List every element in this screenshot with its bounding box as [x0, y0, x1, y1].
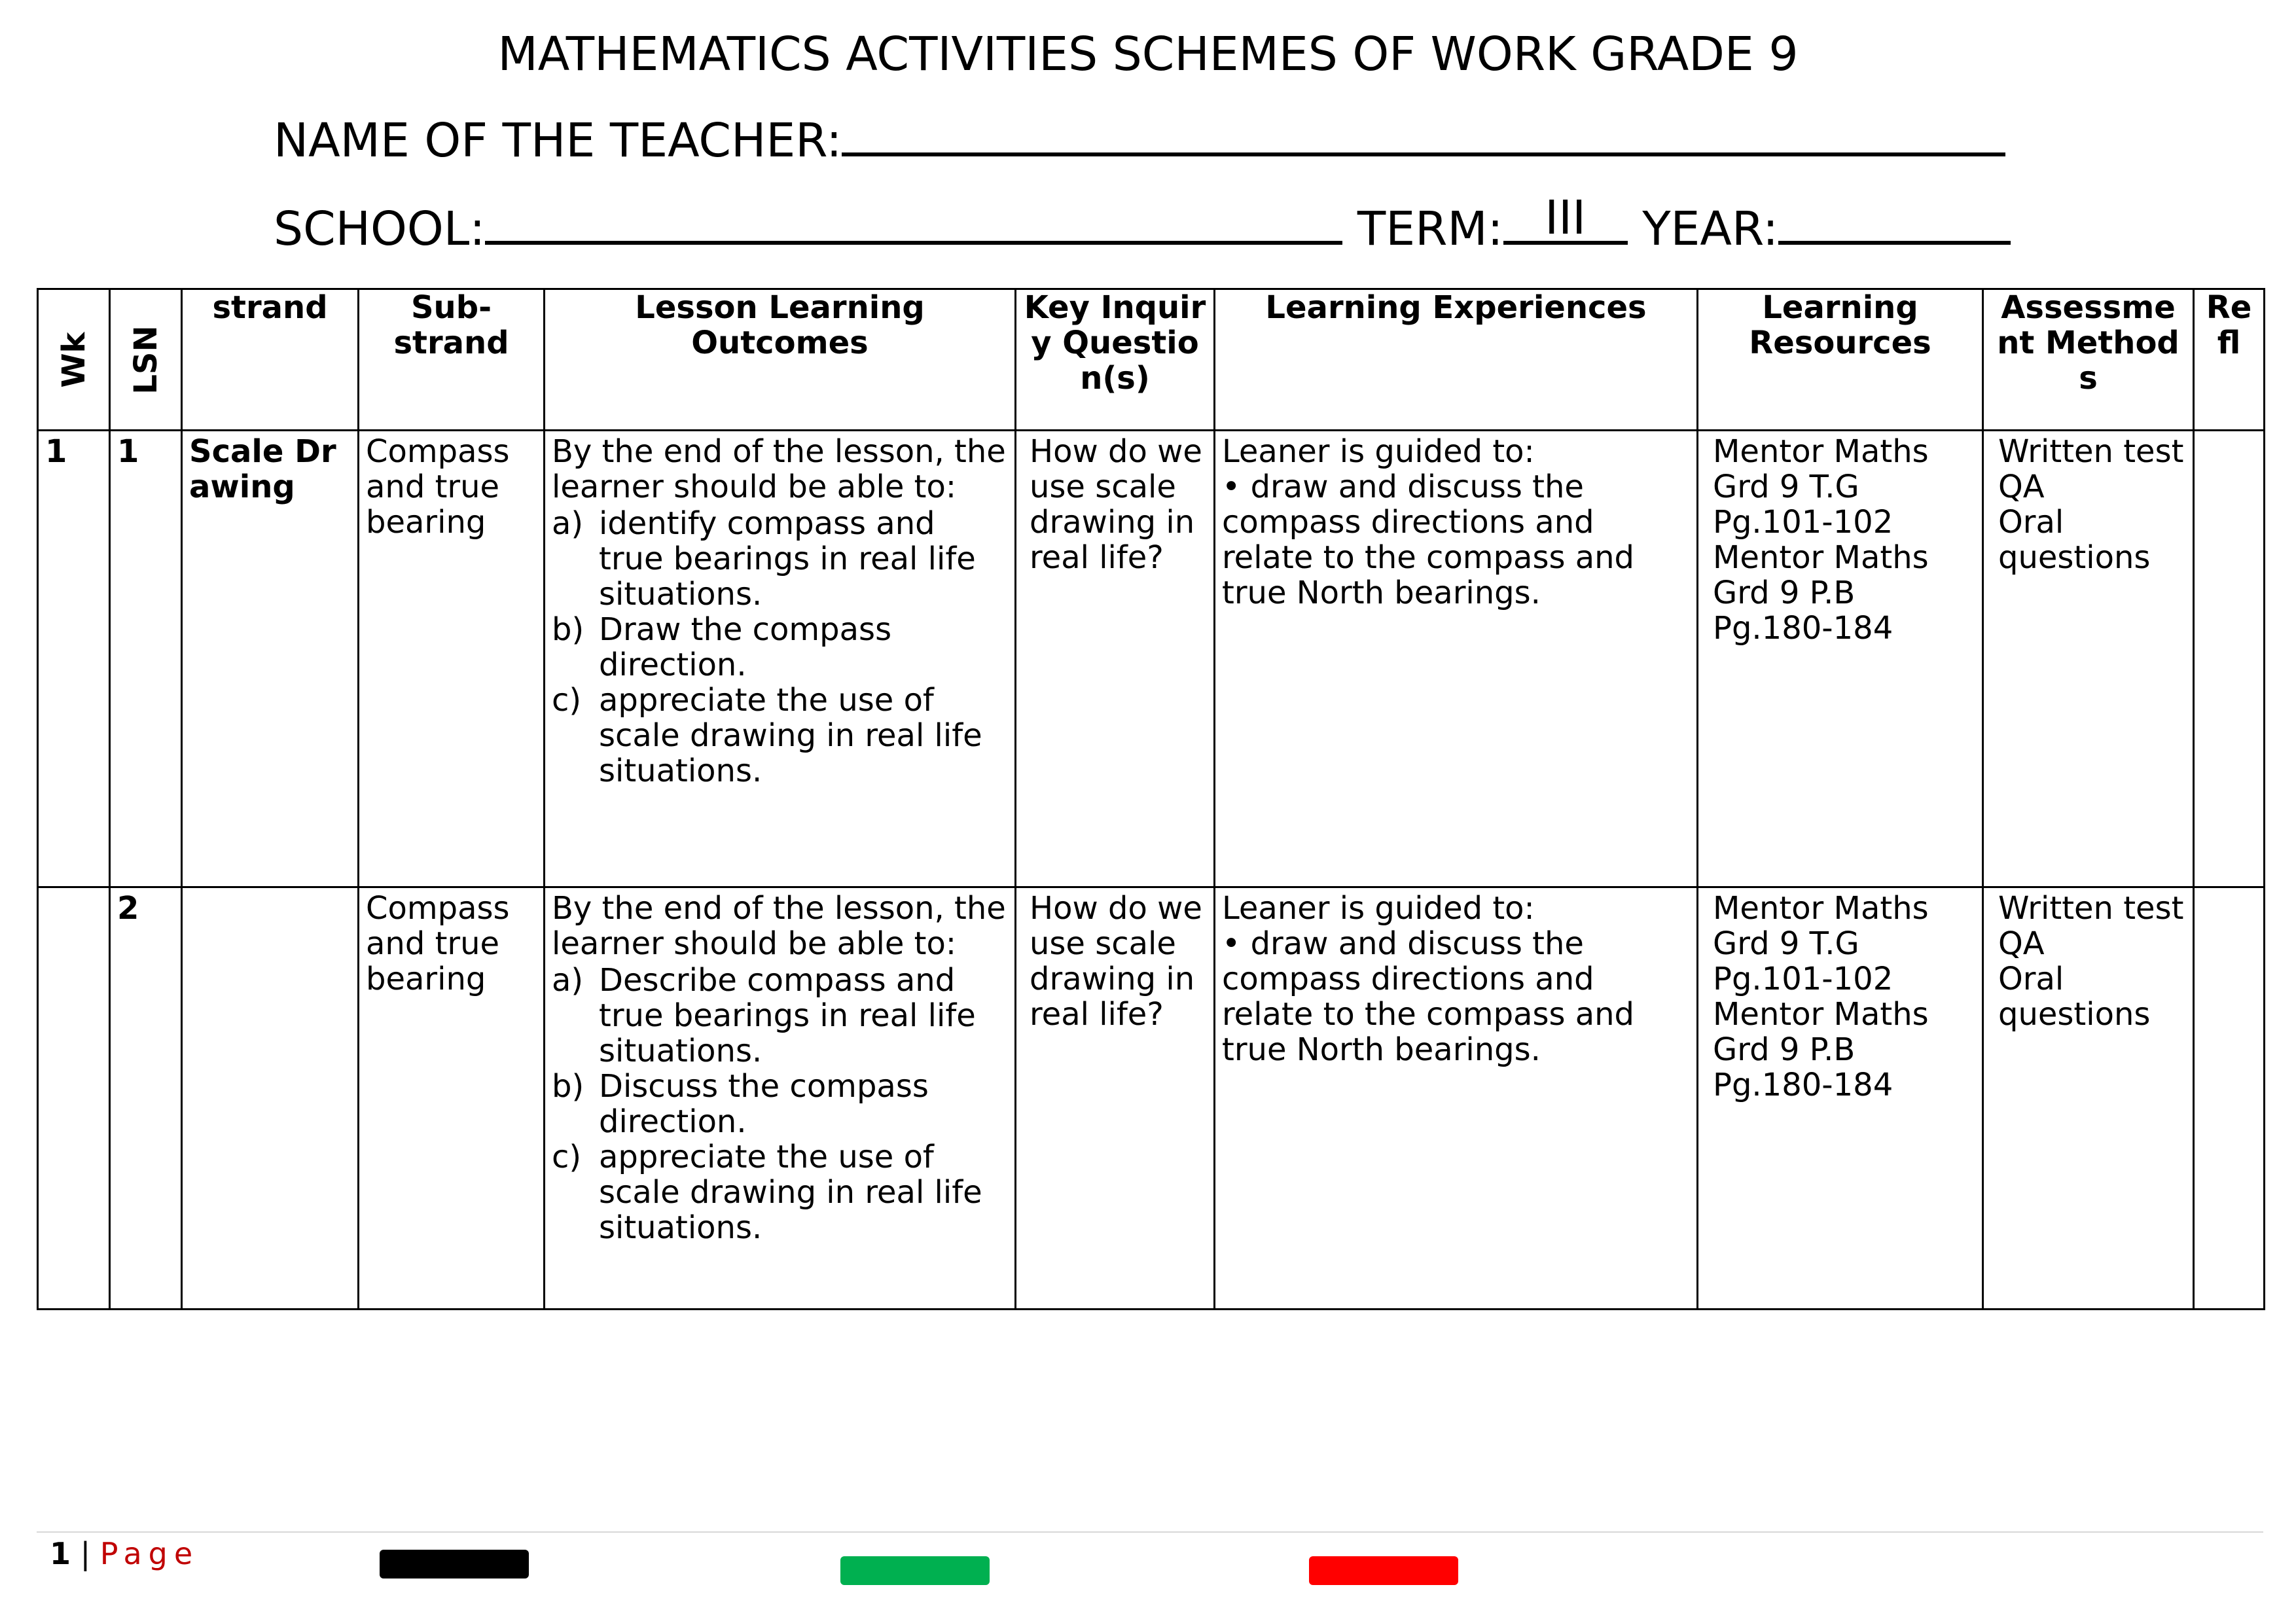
resource-line: Mentor Maths	[1713, 996, 1929, 1033]
header-resources: Learning Resources	[1698, 289, 1983, 431]
outcomes-cell	[545, 887, 1016, 1310]
resource-line: Grd 9 T.G	[1713, 925, 1859, 962]
sub-strand-cell: Compass and true bearing	[359, 887, 545, 1310]
term-value: III	[1545, 190, 1587, 245]
lesson-cell: 1	[110, 431, 182, 887]
assessment-line: Written test	[1998, 433, 2184, 470]
outcome-item	[552, 506, 1008, 612]
week-cell: 1	[38, 431, 110, 887]
teacher-label: NAME OF THE TEACHER:	[274, 113, 842, 168]
assessment-line: questions	[1998, 539, 2151, 576]
scheme-of-work-table	[37, 288, 2265, 1310]
year-blank[interactable]	[1778, 204, 2011, 245]
experiences-cell	[1215, 887, 1698, 1310]
red-color-bar	[1309, 1556, 1458, 1585]
assessment-line: questions	[1998, 996, 2151, 1033]
resource-line: Mentor Maths	[1713, 539, 1929, 576]
table-header-row	[38, 289, 2265, 431]
header-inquiry: Key Inquiry Question(s)	[1016, 289, 1215, 431]
outcomes-intro: By the end of the lesson, the learner should be able to:	[552, 433, 1006, 505]
page-number: 1	[50, 1536, 71, 1571]
page-title: MATHEMATICS ACTIVITIES SCHEMES OF WORK GRADE 9	[497, 27, 1799, 81]
teacher-name-line	[274, 111, 2005, 170]
green-color-bar	[840, 1556, 990, 1585]
resources-cell	[1698, 887, 1983, 1310]
strand-cell	[182, 887, 359, 1310]
experiences-cell	[1215, 431, 1698, 887]
resource-line: Grd 9 T.G	[1713, 469, 1859, 505]
term-label: TERM:	[1357, 202, 1503, 256]
outcome-text: identify compass and true bearings in real life situations.	[599, 505, 976, 613]
table-row	[38, 431, 2265, 887]
outcome-item	[552, 612, 1008, 683]
outcome-letter: c)	[552, 682, 582, 719]
experiences-item: • draw and discuss the compass directions and relate to the compass and true North bearings.	[1222, 469, 1635, 611]
outcome-letter: a)	[552, 505, 584, 542]
assessment-line: Oral	[1998, 504, 2064, 541]
black-color-bar	[380, 1550, 529, 1578]
outcome-text: Describe compass and true bearings in real life situations.	[599, 962, 976, 1069]
assessment-cell	[1983, 431, 2194, 887]
header-lesson	[110, 289, 182, 431]
resource-line: Grd 9 P.B	[1713, 575, 1856, 611]
year-label: YEAR:	[1642, 202, 1779, 256]
outcome-text: appreciate the use of scale drawing in real life situations.	[599, 682, 982, 789]
assessment-line: Written test	[1998, 890, 2184, 927]
resources-cell	[1698, 431, 1983, 887]
assessment-line: Oral	[1998, 961, 2064, 997]
header-strand: strand	[182, 289, 359, 431]
page-separator: |	[80, 1536, 91, 1571]
resource-line: Pg.101-102	[1713, 961, 1893, 997]
reflection-cell[interactable]	[2194, 887, 2265, 1310]
outcome-item	[552, 1139, 1008, 1245]
lesson-cell: 2	[110, 887, 182, 1310]
header-reflection: Refl	[2194, 289, 2265, 431]
resource-line: Pg.180-184	[1713, 610, 1893, 647]
outcome-item	[552, 1069, 1008, 1139]
experiences-item: • draw and discuss the compass directions and relate to the compass and true North bearings.	[1222, 925, 1635, 1068]
strand-cell: Scale Drawing	[182, 431, 359, 887]
header-experiences: Learning Experiences	[1215, 289, 1698, 431]
resource-line: Mentor Maths	[1713, 890, 1929, 927]
resource-line: Pg.101-102	[1713, 504, 1893, 541]
outcome-item	[552, 683, 1008, 789]
reflection-cell[interactable]	[2194, 431, 2265, 887]
outcome-text: appreciate the use of scale drawing in real life situations.	[599, 1139, 982, 1246]
assessment-line: QA	[1998, 469, 2045, 505]
header-lesson-label: LSN	[127, 325, 164, 395]
outcomes-list	[552, 506, 1008, 789]
page-footer	[50, 1535, 199, 1572]
week-cell	[38, 887, 110, 1310]
term-blank[interactable]	[1503, 190, 1628, 245]
outcomes-list	[552, 963, 1008, 1245]
experiences-intro: Leaner is guided to:	[1222, 890, 1535, 927]
header-sub-strand: Sub-strand	[359, 289, 545, 431]
header-outcomes: Lesson Learning Outcomes	[545, 289, 1016, 431]
inquiry-cell: How do we use scale drawing in real life?	[1016, 887, 1215, 1310]
header-assessment: Assessment Methods	[1983, 289, 2194, 431]
outcomes-intro: By the end of the lesson, the learner should be able to:	[552, 890, 1006, 962]
resource-line: Mentor Maths	[1713, 433, 1929, 470]
resource-line: Pg.180-184	[1713, 1067, 1893, 1103]
outcome-text: Draw the compass direction.	[599, 611, 892, 683]
assessment-cell	[1983, 887, 2194, 1310]
resource-line: Grd 9 P.B	[1713, 1031, 1856, 1068]
outcome-letter: b)	[552, 611, 584, 648]
header-week	[38, 289, 110, 431]
footer-divider	[37, 1531, 2263, 1533]
outcome-item	[552, 963, 1008, 1069]
sub-strand-cell: Compass and true bearing	[359, 431, 545, 887]
outcome-letter: a)	[552, 962, 584, 999]
experiences-intro: Leaner is guided to:	[1222, 433, 1535, 470]
school-name-blank[interactable]	[485, 204, 1342, 245]
page-label: Page	[99, 1536, 200, 1571]
school-label: SCHOOL:	[274, 202, 486, 256]
outcome-letter: b)	[552, 1068, 584, 1105]
table-row	[38, 887, 2265, 1310]
header-week-label: Wk	[55, 332, 92, 387]
assessment-line: QA	[1998, 925, 2045, 962]
school-term-year-line	[274, 190, 2011, 259]
outcome-text: Discuss the compass direction.	[599, 1068, 929, 1140]
outcome-letter: c)	[552, 1139, 582, 1175]
teacher-name-blank[interactable]	[842, 116, 2005, 156]
inquiry-cell: How do we use scale drawing in real life?	[1016, 431, 1215, 887]
outcomes-cell	[545, 431, 1016, 887]
